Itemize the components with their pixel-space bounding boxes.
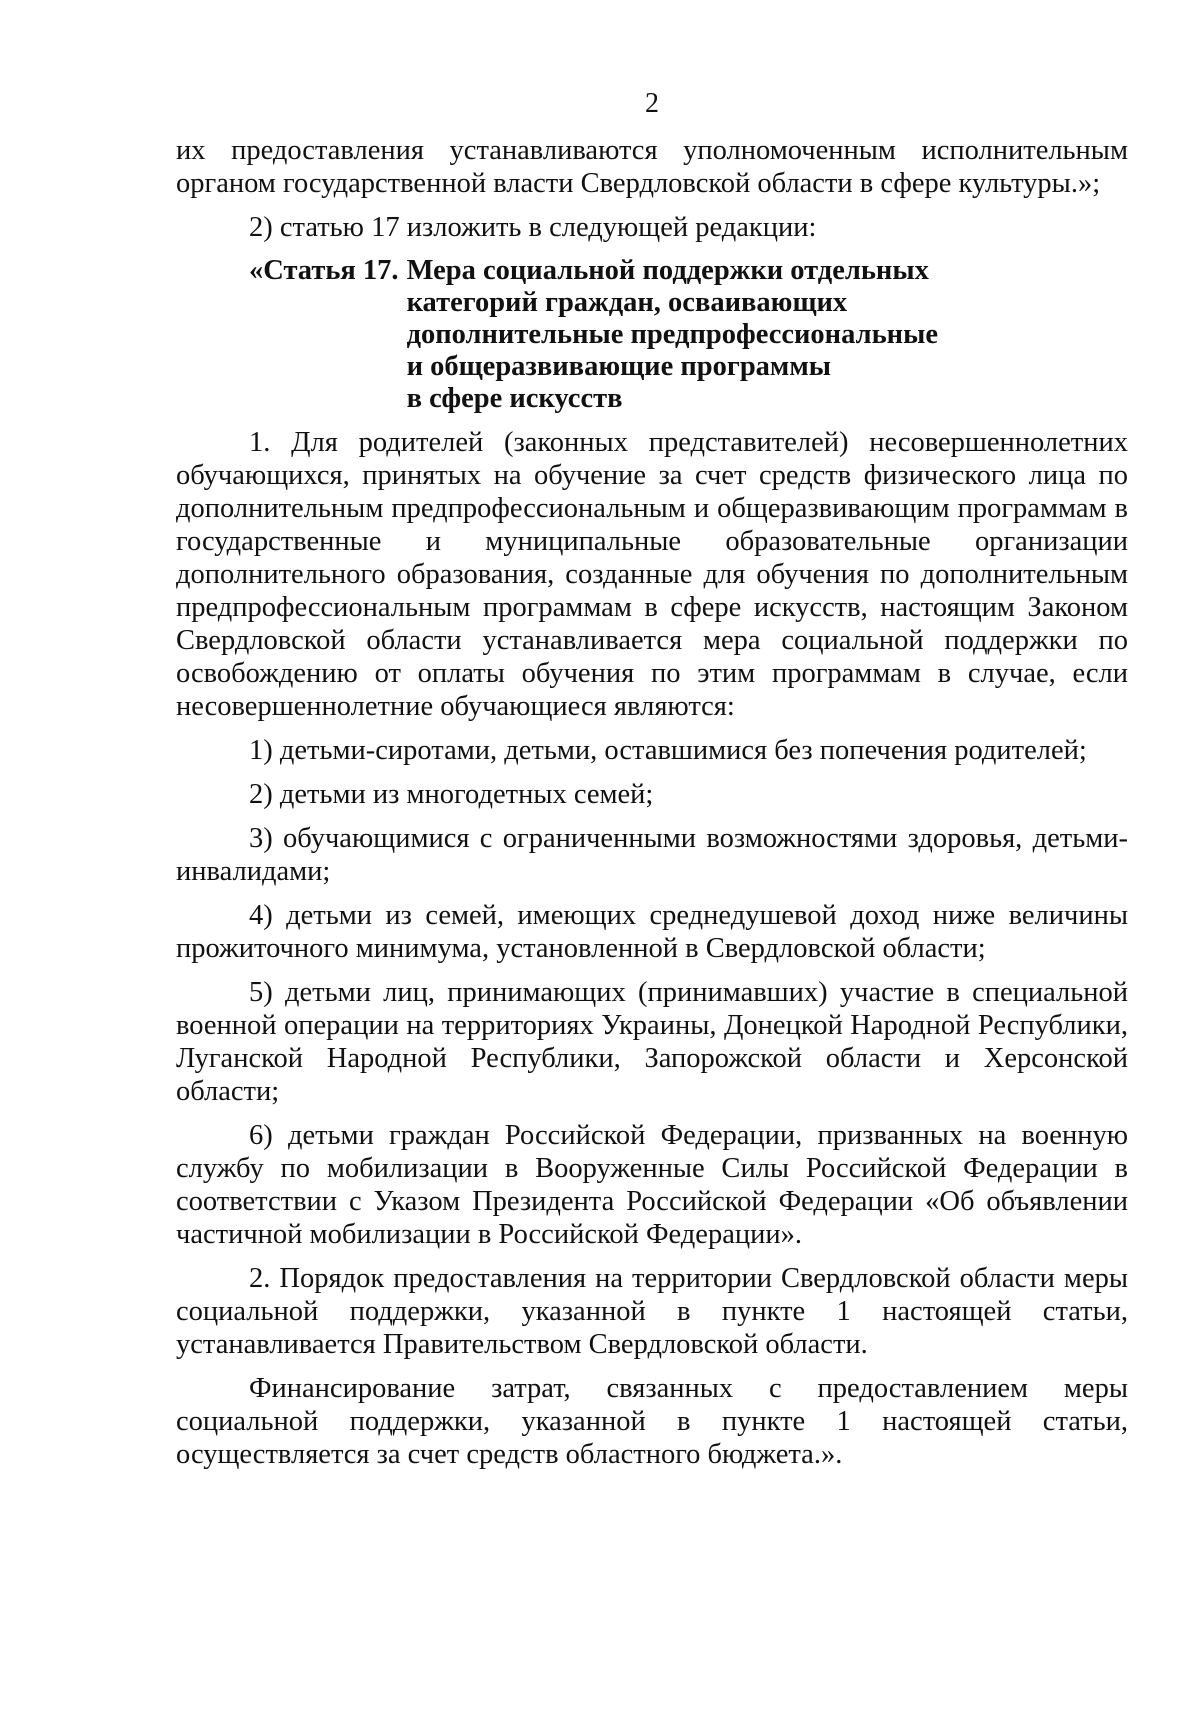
list-item-2: 2) детьми из многодетных семей; <box>249 779 654 810</box>
list-item-6: 6) детьми граждан Российской Федерации, призванных на военную службу по мобилизации в Вооруженные Силы Российской Федерации в соответствии с Указом Президента Российской Федерации «Об объявлении частичной мобилизации в Российской Федерации». <box>176 1120 1128 1250</box>
article-title-line: дополнительные предпрофессиональные <box>406 319 938 350</box>
list-item-5: 5) детьми лиц, принимающих (принимавших) участие в специальной военной операции на территориях Украины, Донецкой Народной Республики, Луганской Народной Республики, Запорожской области и Херсонской области; <box>176 977 1128 1107</box>
paragraph-1: 1. Для родителей (законных представителей) несовершеннолетних обучающихся, принятых на обучение за счет средств физического лица по дополнительным предпрофессиональным и общеразвивающим программам в государственные и муниципальные образовательные организации дополнительного образования, созданные для обучения по дополнительным предпрофессиональным программам в сфере искусств, настоящим Законом Свердловской области устанавливается мера социальной поддержки по освобождению от оплаты обучения по этим программам в случае, если несовершеннолетние обучающиеся являются: <box>176 427 1128 722</box>
list-item-3: 3) обучающимися с ограниченными возможностями здоровья, детьми-инвалидами; <box>176 823 1128 887</box>
article-title-line: категорий граждан, осваивающих <box>406 287 848 318</box>
article-heading <box>249 255 1128 415</box>
article-title-line: Мера социальной поддержки отдельных <box>406 255 929 286</box>
paragraph-2: 2. Порядок предоставления на территории Свердловской области меры социальной поддержки, указанной в пункте 1 настоящей статьи, устанавливается Правительством Свердловской области. <box>176 1263 1128 1360</box>
article-title <box>407 255 967 415</box>
document-page <box>176 88 1128 1482</box>
list-item-4: 4) детьми из семей, имеющих среднедушевой доход ниже величины прожиточного минимума, установленной в Свердловской области; <box>176 900 1128 964</box>
continuation-text: их предоставления устанавливаются уполномоченным исполнительным органом государственной власти Свердловской области в сфере культуры.»; <box>176 135 1128 199</box>
list-item-1: 1) детьми-сиротами, детьми, оставшимися без попечения родителей; <box>249 735 1087 766</box>
article-number: «Статья 17. <box>249 255 399 286</box>
article-title-line: в сфере искусств <box>406 383 623 414</box>
amendment-intro: 2) статью 17 изложить в следующей редакции: <box>249 212 817 243</box>
page-number: 2 <box>645 88 659 119</box>
article-title-line: и общеразвивающие программы <box>406 351 832 382</box>
paragraph-3: Финансирование затрат, связанных с предоставлением меры социальной поддержки, указанной в пункте 1 настоящей статьи, осуществляется за счет средств областного бюджета.». <box>176 1373 1128 1470</box>
